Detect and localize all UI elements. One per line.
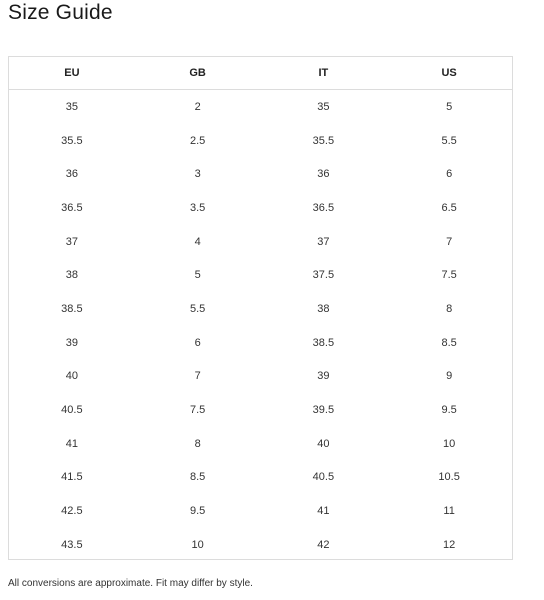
table-cell-it: 40.5: [312, 471, 335, 484]
table-cell-it: 38.5: [312, 336, 335, 349]
table-row: [9, 292, 512, 326]
table-cell-us: 8: [446, 302, 453, 315]
table-row: [9, 258, 512, 292]
table-cell-eu: 36: [65, 168, 78, 181]
table-cell-gb: 3.5: [189, 201, 206, 214]
page-title: Size Guide: [8, 1, 113, 24]
table-cell-gb: 2: [194, 100, 201, 113]
table-row: [9, 461, 512, 495]
table-cell-us: 7.5: [441, 269, 457, 282]
table-row: [9, 157, 512, 191]
table-cell-it: 36: [317, 168, 330, 181]
table-row: [9, 427, 512, 461]
table-row: [9, 528, 512, 562]
table-cell-gb: 7: [194, 370, 201, 383]
table-cell-us: 5: [446, 100, 453, 113]
table-cell-us: 10: [443, 437, 456, 450]
table-cell-us: 6.5: [441, 201, 457, 214]
size-conversion-table: [9, 57, 512, 562]
table-cell-us: 8.5: [441, 336, 457, 349]
table-cell-eu: 43.5: [61, 538, 83, 551]
table-cell-gb: 3: [194, 168, 201, 181]
table-row: [9, 494, 512, 528]
table-cell-gb: 5.5: [189, 302, 206, 315]
table-row: [9, 191, 512, 225]
footnote: All conversions are approximate. Fit may differ by style.: [8, 578, 253, 589]
table-cell-it: 38: [317, 302, 330, 315]
table-cell-eu: 36.5: [61, 201, 83, 214]
table-cell-it: 41: [317, 505, 330, 518]
table-row: [9, 393, 512, 427]
table-cell-eu: 40.5: [61, 404, 83, 417]
column-header-gb: GB: [135, 57, 261, 90]
table-cell-gb: 2.5: [189, 134, 206, 147]
table-cell-eu: 38: [65, 269, 78, 282]
table-cell-us: 7: [446, 235, 453, 248]
column-header-eu: EU: [9, 57, 135, 90]
table-cell-eu: 38.5: [61, 302, 83, 315]
table-cell-gb: 8.5: [189, 471, 206, 484]
table-cell-gb: 7.5: [189, 404, 206, 417]
table-header-row: [9, 57, 512, 90]
table-cell-gb: 10: [191, 538, 204, 551]
table-cell-us: 5.5: [441, 134, 457, 147]
table-cell-us: 12: [443, 538, 456, 551]
table-cell-us: 10.5: [438, 471, 460, 484]
table-cell-eu: 37: [65, 235, 78, 248]
table-cell-gb: 4: [194, 235, 201, 248]
table-cell-us: 6: [446, 168, 453, 181]
table-body: [9, 90, 512, 562]
size-table: [8, 56, 513, 560]
table-cell-gb: 8: [194, 437, 201, 450]
table-cell-us: 11: [443, 505, 455, 518]
table-cell-eu: 40: [65, 370, 78, 383]
table-cell-it: 42: [317, 538, 330, 551]
table-cell-gb: 5: [194, 269, 201, 282]
table-cell-it: 39.5: [312, 404, 335, 417]
table-row: [9, 360, 512, 394]
table-cell-gb: 6: [194, 336, 201, 349]
table-cell-us: 9.5: [441, 404, 457, 417]
table-cell-eu: 41: [65, 437, 78, 450]
table-cell-it: 37.5: [312, 269, 335, 282]
table-cell-it: 35.5: [312, 134, 335, 147]
table-row: [9, 225, 512, 259]
table-row: [9, 326, 512, 360]
table-cell-eu: 41.5: [61, 471, 83, 484]
table-cell-it: 37: [317, 235, 330, 248]
table-cell-it: 36.5: [312, 201, 335, 214]
table-row: [9, 124, 512, 158]
table-row: [9, 90, 512, 124]
column-header-it: IT: [261, 57, 387, 90]
table-cell-eu: 35: [65, 100, 78, 113]
table-cell-it: 35: [317, 100, 330, 113]
table-cell-gb: 9.5: [189, 505, 206, 518]
table-cell-eu: 42.5: [61, 505, 83, 518]
table-cell-it: 39: [317, 370, 330, 383]
table-cell-us: 9: [446, 370, 453, 383]
column-header-us: US: [386, 57, 512, 90]
table-cell-it: 40: [317, 437, 330, 450]
table-cell-eu: 39: [65, 336, 78, 349]
table-cell-eu: 35.5: [61, 134, 83, 147]
